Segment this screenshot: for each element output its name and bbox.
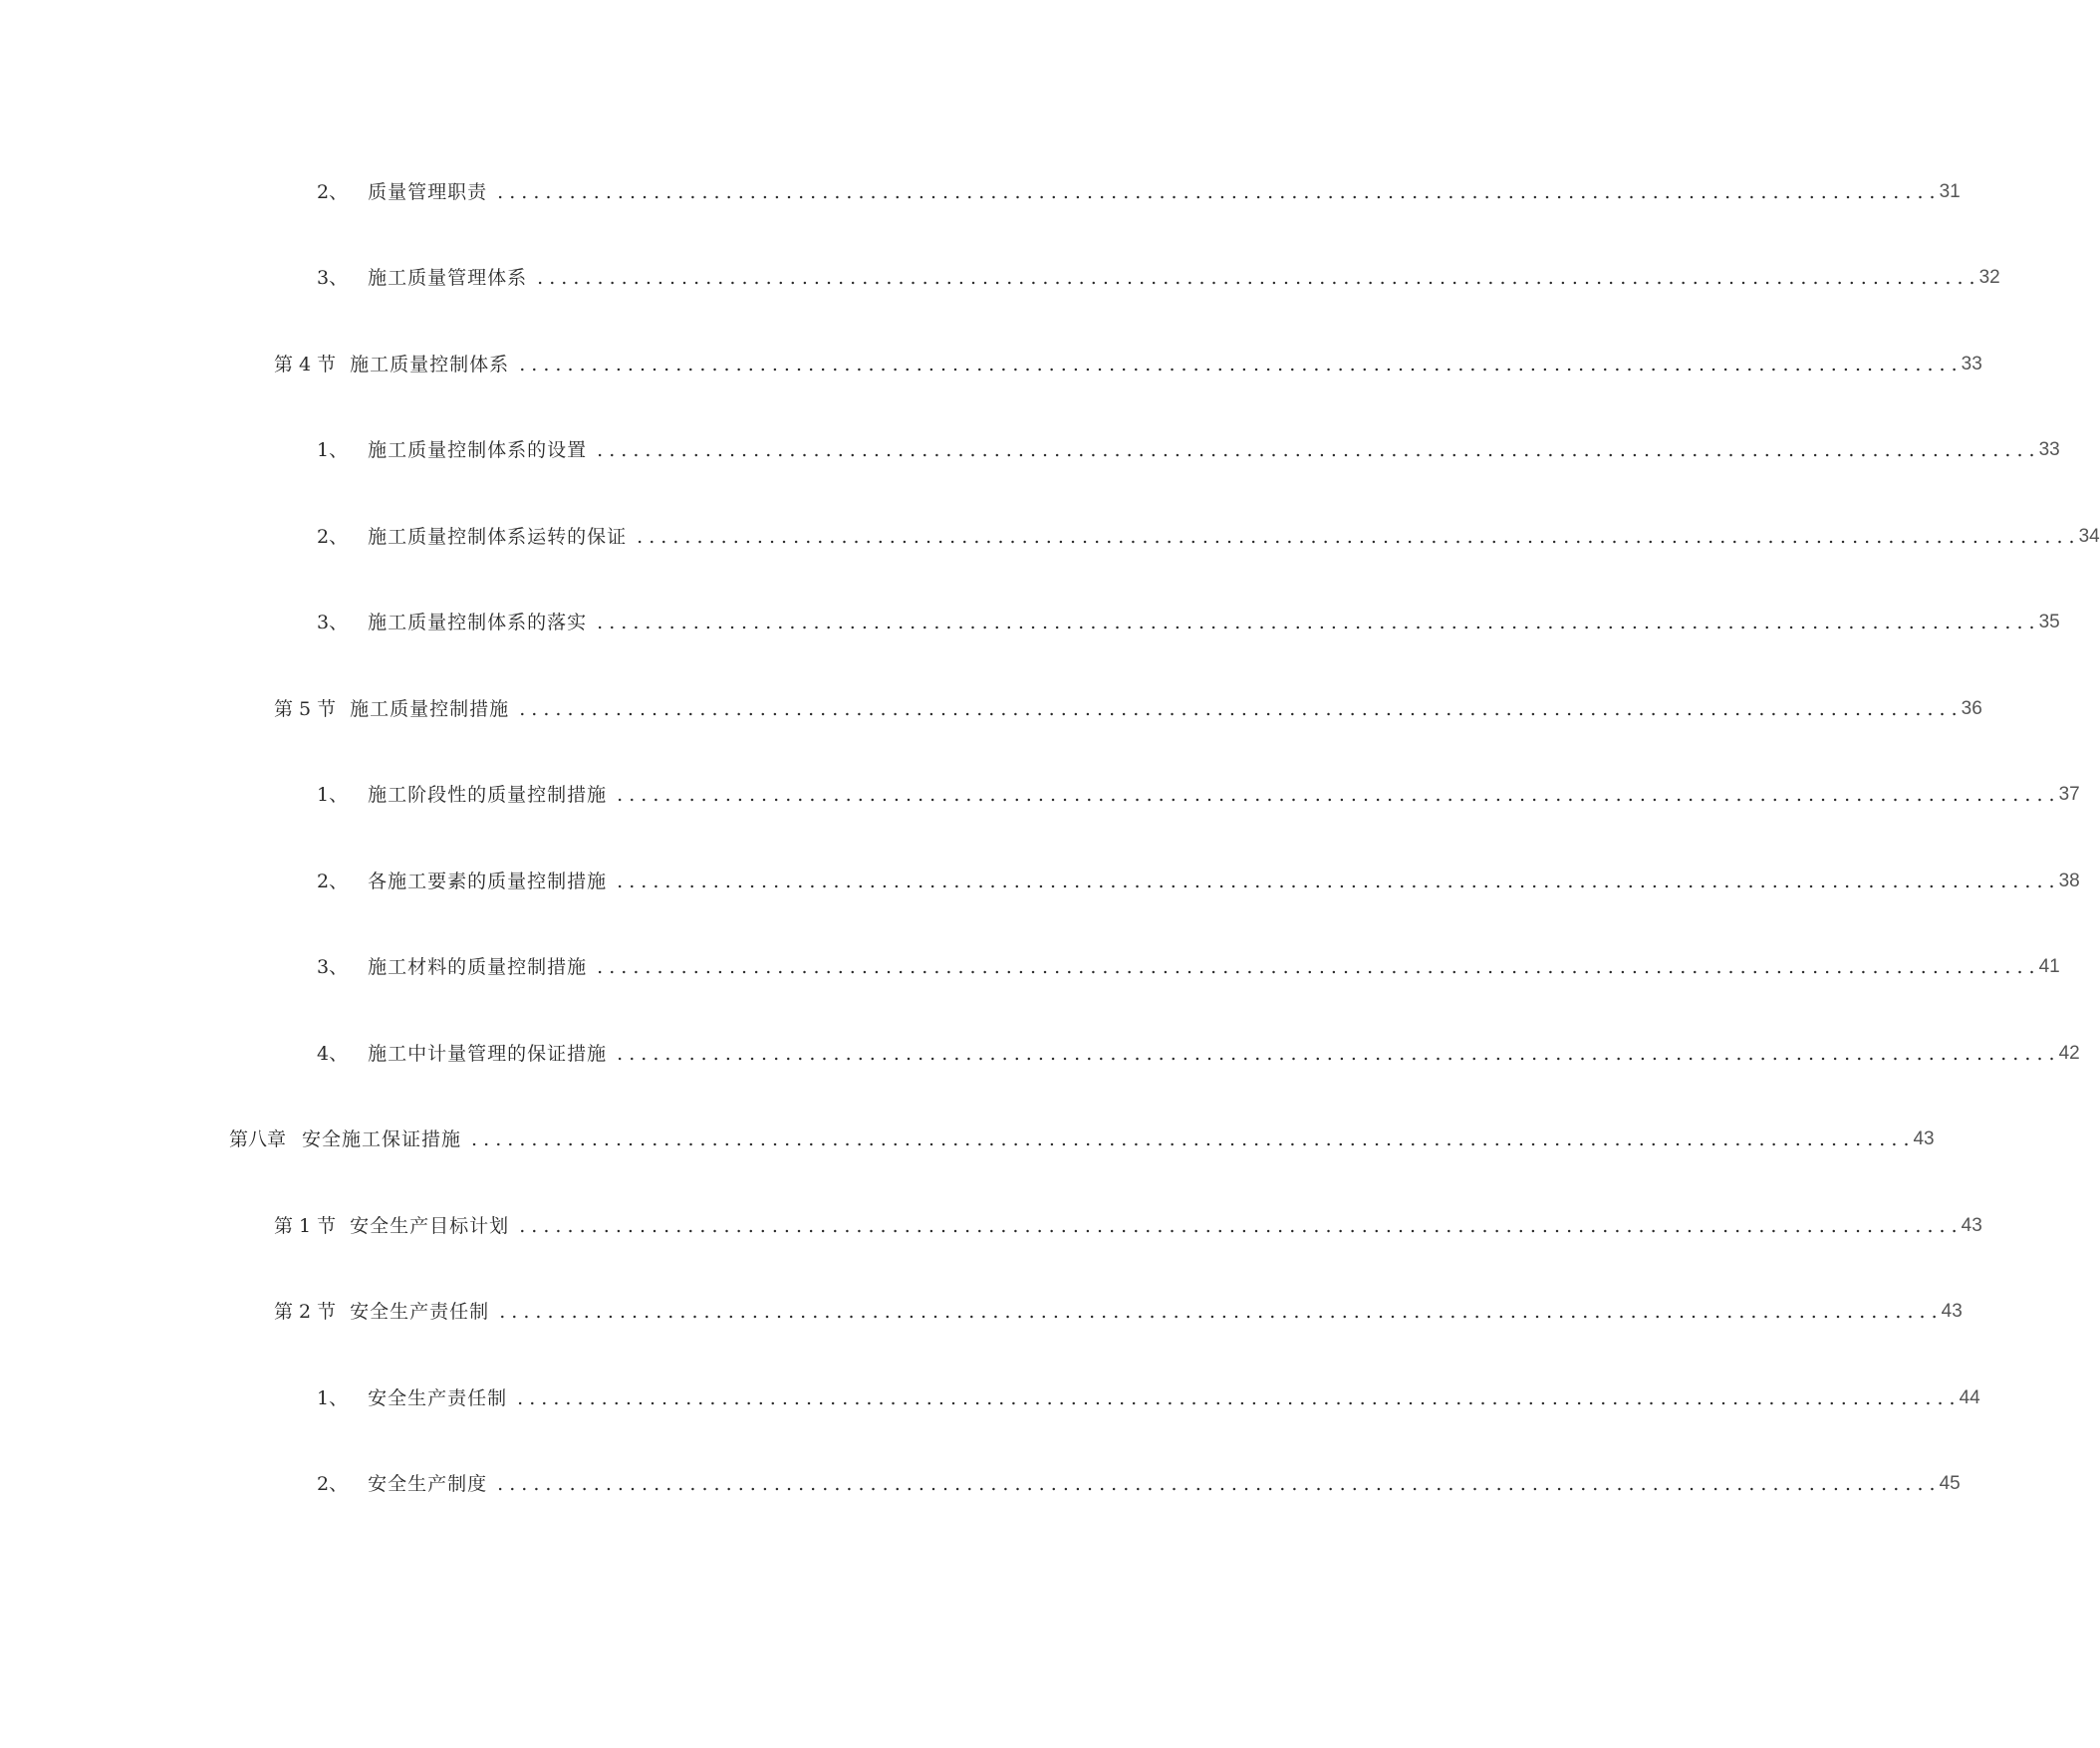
toc-entry-title: 质量管理职责 <box>368 181 488 203</box>
toc-entry-page: 33 <box>1961 354 1982 375</box>
toc-entry[interactable] <box>0 1120 1935 1159</box>
toc-entry[interactable] <box>0 862 2080 901</box>
toc-entry-page: 34 <box>2078 526 2100 547</box>
toc-entry-title: 安全生产责任制 <box>350 1301 490 1323</box>
toc-dot-leader <box>597 603 2034 642</box>
toc-entry-number: 3、 <box>317 956 349 978</box>
toc-entry-number: 1、 <box>317 439 349 461</box>
toc-entry-title: 施工质量控制措施 <box>350 698 510 720</box>
toc-dot-leader <box>497 172 1935 212</box>
toc-dot-leader <box>617 862 2054 901</box>
toc-dot-leader <box>471 1120 1909 1159</box>
toc-entry-title: 施工质量控制体系的设置 <box>368 439 588 461</box>
toc-entry[interactable] <box>0 775 2080 815</box>
toc-entry-title: 各施工要素的质量控制措施 <box>368 871 608 892</box>
toc-entry-page: 41 <box>2038 956 2060 977</box>
toc-dot-leader <box>637 517 2074 557</box>
toc-entry-page: 37 <box>2058 784 2080 805</box>
toc-dot-leader <box>517 1378 1955 1418</box>
toc-entry-title: 施工质量控制体系运转的保证 <box>368 526 628 548</box>
toc-dot-leader <box>617 1034 2054 1074</box>
toc-entry[interactable] <box>0 1292 1963 1332</box>
toc-entry-page: 32 <box>1978 267 2000 288</box>
toc-dot-leader <box>519 1206 1957 1246</box>
toc-dot-leader <box>617 775 2054 815</box>
toc-entry-title: 安全生产责任制 <box>368 1387 508 1409</box>
toc-dot-leader <box>597 430 2034 470</box>
toc-entry[interactable] <box>0 258 2000 298</box>
toc-entry[interactable] <box>0 517 2100 557</box>
toc-entry-page: 31 <box>1939 181 1961 202</box>
toc-entry-number: 1、 <box>317 784 349 806</box>
toc-entry-number: 2、 <box>317 526 349 548</box>
toc-entry-title: 施工阶段性的质量控制措施 <box>368 784 608 806</box>
toc-entry-page: 43 <box>1941 1301 1963 1322</box>
toc-entry[interactable] <box>0 1464 1961 1504</box>
toc-dot-leader <box>519 345 1957 384</box>
toc-entry-page: 43 <box>1961 1215 1982 1236</box>
toc-entry-page: 36 <box>1961 698 1982 719</box>
toc-entry-number: 第 2 节 <box>274 1301 337 1323</box>
toc-entry-number: 第 1 节 <box>274 1215 337 1237</box>
toc-entry-page: 44 <box>1959 1387 1980 1408</box>
toc-entry-title: 安全生产目标计划 <box>350 1215 510 1237</box>
toc-entry-title: 安全施工保证措施 <box>302 1128 462 1150</box>
toc-entry[interactable] <box>0 345 1982 384</box>
toc-entry-number: 2、 <box>317 181 349 203</box>
toc-entry[interactable] <box>0 430 2060 470</box>
toc-dot-leader <box>499 1292 1937 1332</box>
toc-entry-page: 43 <box>1913 1128 1935 1149</box>
toc-entry-number: 第 4 节 <box>274 354 337 375</box>
toc-entry[interactable] <box>0 947 2060 987</box>
toc-entry-page: 33 <box>2038 439 2060 460</box>
toc-entry[interactable] <box>0 1206 1982 1246</box>
toc-entry-page: 42 <box>2058 1043 2080 1064</box>
toc-entry-number: 3、 <box>317 267 349 289</box>
toc-entry[interactable] <box>0 172 1961 212</box>
toc-entry-number: 第 5 节 <box>274 698 337 720</box>
toc-entry-title: 施工质量控制体系 <box>350 354 510 375</box>
toc-entry[interactable] <box>0 1378 1980 1418</box>
toc-entry-page: 45 <box>1939 1473 1961 1494</box>
toc-entry-number: 3、 <box>317 612 349 633</box>
toc-entry-title: 施工质量管理体系 <box>368 267 528 289</box>
toc-entry[interactable] <box>0 1034 2080 1074</box>
toc-entry-page: 35 <box>2038 612 2060 632</box>
toc-dot-leader <box>519 689 1957 729</box>
toc-entry-title: 施工中计量管理的保证措施 <box>368 1043 608 1065</box>
toc-entry-number: 1、 <box>317 1387 349 1409</box>
toc-dot-leader <box>597 947 2034 987</box>
toc-entry-number: 2、 <box>317 1473 349 1495</box>
toc-entry-number: 4、 <box>317 1043 349 1065</box>
toc-entry-title: 安全生产制度 <box>368 1473 488 1495</box>
toc-entry[interactable] <box>0 603 2060 642</box>
toc-dot-leader <box>537 258 1974 298</box>
toc-dot-leader <box>497 1464 1935 1504</box>
toc-entry-title: 施工材料的质量控制措施 <box>368 956 588 978</box>
toc-entry-number: 第八章 <box>229 1128 287 1150</box>
toc-entry[interactable] <box>0 689 1982 729</box>
toc-entry-page: 38 <box>2058 871 2080 891</box>
toc-entry-title: 施工质量控制体系的落实 <box>368 612 588 633</box>
toc-entry-number: 2、 <box>317 871 349 892</box>
